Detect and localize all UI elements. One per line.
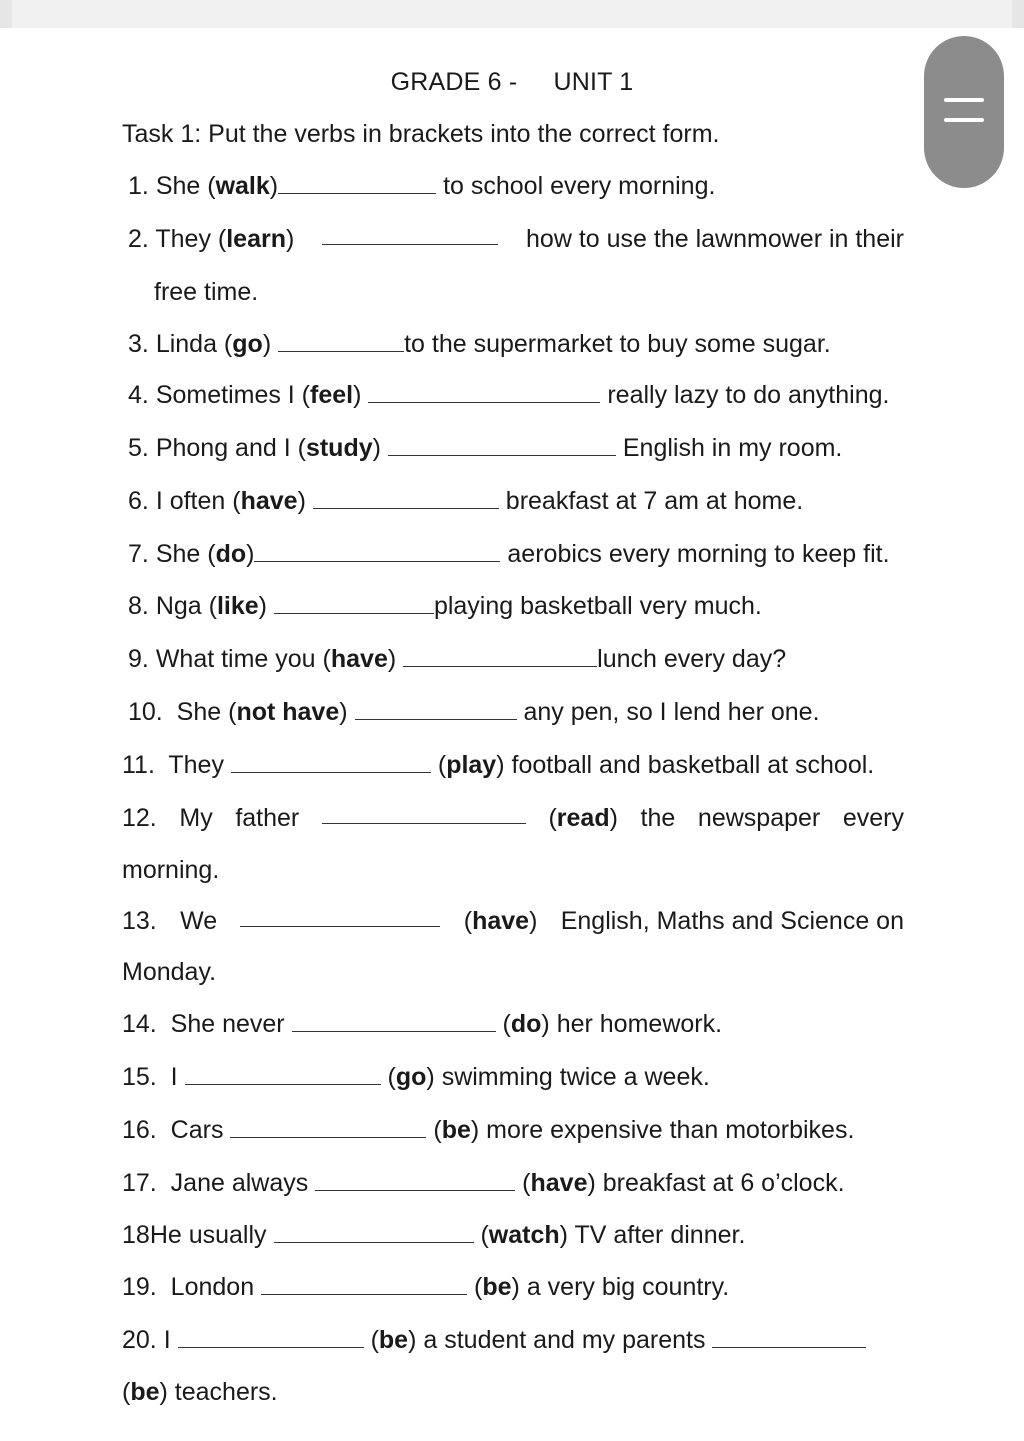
- item-text: I: [163, 1326, 171, 1354]
- item-continuation: morning.: [122, 856, 220, 884]
- verb: be: [378, 1326, 409, 1354]
- item-number: 12.: [122, 804, 157, 832]
- answer-blank[interactable]: [240, 906, 440, 927]
- exercise-item-11: 11. They (play) football and basketball at school.: [122, 751, 875, 779]
- item-text: They (: [155, 225, 227, 253]
- answer-blank[interactable]: [322, 803, 526, 824]
- item-number: 6.: [128, 487, 149, 515]
- item-text: What time you (: [155, 645, 331, 673]
- item-number: 2.: [128, 225, 149, 253]
- exercise-item-15: 15. I (go) swimming twice a week.: [122, 1063, 710, 1091]
- verb: have: [330, 645, 388, 673]
- verb: be: [482, 1273, 512, 1301]
- top-bar: [0, 0, 1024, 28]
- exercise-item-12: 12. My father (read) the newspaper every: [122, 804, 904, 832]
- verb: walk: [215, 172, 270, 200]
- item-text: teachers.: [174, 1378, 278, 1406]
- grip-line-icon: [944, 98, 984, 102]
- verb: feel: [310, 381, 354, 409]
- exercise-item-16: 16. Cars (be) more expensive than motorbikes.: [122, 1116, 855, 1144]
- item-text: more expensive than motorbikes.: [486, 1116, 855, 1144]
- item-text: to school every morning.: [443, 172, 716, 200]
- grip-line-icon: [944, 118, 984, 122]
- verb: like: [216, 592, 259, 620]
- item-text: how to use the lawnmower in their: [526, 225, 904, 253]
- item-text: a very big country.: [526, 1273, 730, 1301]
- item-number: 19.: [122, 1273, 157, 1301]
- answer-blank[interactable]: [292, 1011, 496, 1032]
- verb: be: [130, 1378, 160, 1406]
- item-text: ): [269, 172, 279, 200]
- item-text: Linda (: [155, 330, 233, 358]
- exercise-item-19: 19. London (be) a very big country.: [122, 1273, 730, 1301]
- answer-blank[interactable]: [322, 224, 498, 245]
- exercise-item-18: 18He usually (watch) TV after dinner.: [122, 1221, 746, 1249]
- item-text: ): [353, 381, 362, 409]
- exercise-item-4: [128, 380, 889, 410]
- verb: do: [215, 540, 247, 568]
- verb: go: [395, 1063, 427, 1091]
- answer-blank[interactable]: [274, 1222, 474, 1243]
- item-number: 20.: [122, 1326, 157, 1354]
- item-continuation: (be) teachers.: [122, 1378, 278, 1406]
- item-text: swimming twice a week.: [441, 1063, 710, 1091]
- answer-blank[interactable]: [712, 1327, 866, 1348]
- item-text: English in my room.: [622, 434, 843, 462]
- item-number: 8.: [128, 592, 149, 620]
- item-text: breakfast at 6 o’clock.: [602, 1169, 845, 1197]
- item-text: newspaper: [697, 804, 821, 832]
- item-text: I often (: [155, 487, 241, 515]
- verb: read: [556, 804, 610, 832]
- item-text: Nga (: [155, 592, 217, 620]
- item-text: Phong and I (: [155, 434, 306, 462]
- exercise-item-8: [128, 591, 762, 621]
- item-text: My: [179, 804, 213, 832]
- verb: have: [240, 487, 298, 515]
- item-number: 16.: [122, 1116, 157, 1144]
- item-text: ): [339, 698, 348, 726]
- item-text: any pen, so I lend her one.: [523, 698, 820, 726]
- verb: be: [441, 1116, 471, 1144]
- verb: study: [305, 434, 373, 462]
- item-text: English, Maths and Science on: [560, 907, 904, 935]
- verb: watch: [488, 1221, 560, 1249]
- page-title: [0, 68, 1024, 97]
- exercise-item-7: [128, 539, 890, 569]
- item-text: She never: [170, 1010, 285, 1038]
- item-text: ): [387, 645, 397, 673]
- exercise-item-13: 13. We (have) English, Maths and Science on: [122, 907, 904, 935]
- item-text: her homework.: [556, 1010, 723, 1038]
- answer-blank[interactable]: [178, 1327, 364, 1348]
- item-number: 17.: [122, 1169, 157, 1197]
- item-text: Cars: [170, 1116, 224, 1144]
- item-text: Jane always: [170, 1169, 309, 1197]
- answer-blank[interactable]: [278, 331, 404, 352]
- item-continuation: Monday.: [122, 958, 217, 986]
- item-text: father: [235, 804, 300, 832]
- grade-label: GRADE 6 -: [390, 68, 518, 96]
- exercise-item-1: [128, 171, 715, 201]
- scroll-handle[interactable]: [924, 36, 1004, 188]
- item-number: 3.: [128, 330, 149, 358]
- answer-blank[interactable]: [185, 1064, 381, 1085]
- item-number: 10.: [128, 698, 163, 726]
- item-number: 11.: [122, 751, 155, 779]
- answer-blank[interactable]: [254, 541, 500, 562]
- answer-blank[interactable]: [403, 646, 597, 667]
- item-text: He usually: [149, 1221, 267, 1249]
- answer-blank[interactable]: [230, 1117, 426, 1138]
- item-text: every: [842, 804, 904, 832]
- item-number: 18: [122, 1221, 150, 1249]
- item-text: London: [170, 1273, 255, 1301]
- item-text: ): [297, 487, 306, 515]
- item-number: 5.: [128, 434, 149, 462]
- verb: play: [446, 751, 497, 779]
- exercise-item-2: [128, 224, 904, 254]
- answer-blank[interactable]: [368, 382, 600, 403]
- item-text: breakfast at 7 am at home.: [505, 487, 804, 515]
- item-number: 7.: [128, 540, 149, 568]
- item-number: 9.: [128, 645, 149, 673]
- item-text: football and basketball at school.: [511, 751, 875, 779]
- item-text: really lazy to do anything.: [607, 381, 890, 409]
- answer-blank[interactable]: [278, 173, 436, 194]
- verb: have: [472, 907, 530, 935]
- verb: not have: [236, 698, 340, 726]
- answer-blank[interactable]: [231, 752, 431, 773]
- item-text: to the supermarket to buy some sugar.: [404, 330, 831, 358]
- item-text: ): [246, 540, 255, 568]
- item-text: She (: [176, 698, 237, 726]
- answer-blank[interactable]: [315, 1170, 515, 1191]
- item-text: She (: [155, 540, 216, 568]
- item-text: She (: [155, 172, 216, 200]
- item-text: ): [372, 434, 381, 462]
- item-text: They: [168, 751, 224, 779]
- answer-blank[interactable]: [274, 593, 434, 614]
- item-number: 1.: [128, 172, 149, 200]
- task-instruction: Task 1: Put the verbs in brackets into the correct form.: [122, 120, 720, 148]
- worksheet-page: [0, 28, 1024, 1441]
- item-number: 14.: [122, 1010, 157, 1038]
- item-text: playing basketball very much.: [433, 592, 762, 620]
- item-text: aerobics every morning to keep fit.: [507, 540, 890, 568]
- exercise-item-10: [128, 697, 820, 727]
- item-number: 4.: [128, 381, 149, 409]
- item-text: the: [640, 804, 676, 832]
- item-text: a student and my parents: [423, 1326, 706, 1354]
- item-text: ): [258, 592, 267, 620]
- top-bar-inner: [12, 0, 1012, 28]
- answer-blank[interactable]: [261, 1274, 467, 1295]
- item-continuation: free time.: [154, 278, 259, 306]
- exercise-item-17: 17. Jane always (have) breakfast at 6 o’clock.: [122, 1169, 845, 1197]
- verb: go: [232, 330, 263, 358]
- verb: learn: [226, 225, 286, 253]
- exercise-item-3: [128, 329, 831, 359]
- item-text: I: [170, 1063, 178, 1091]
- item-text: ): [262, 330, 272, 358]
- exercise-item-14: 14. She never (do) her homework.: [122, 1010, 723, 1038]
- item-text: lunch every day?: [597, 645, 787, 673]
- item-number: 15.: [122, 1063, 157, 1091]
- exercise-item-6: [128, 486, 803, 516]
- unit-label: UNIT 1: [553, 68, 634, 96]
- item-text: Sometimes I (: [155, 381, 311, 409]
- exercise-item-9: [128, 644, 786, 674]
- answer-blank[interactable]: [355, 699, 517, 720]
- item-text: ): [285, 225, 295, 253]
- verb: do: [510, 1010, 542, 1038]
- answer-blank[interactable]: [388, 435, 616, 456]
- answer-blank[interactable]: [313, 488, 499, 509]
- exercise-item-5: [128, 433, 842, 463]
- item-text: TV after dinner.: [574, 1221, 746, 1249]
- exercise-item-20: 20. I (be) a student and my parents: [122, 1325, 866, 1355]
- item-text: We: [180, 907, 218, 935]
- item-number: 13.: [122, 907, 157, 935]
- verb: have: [530, 1169, 588, 1197]
